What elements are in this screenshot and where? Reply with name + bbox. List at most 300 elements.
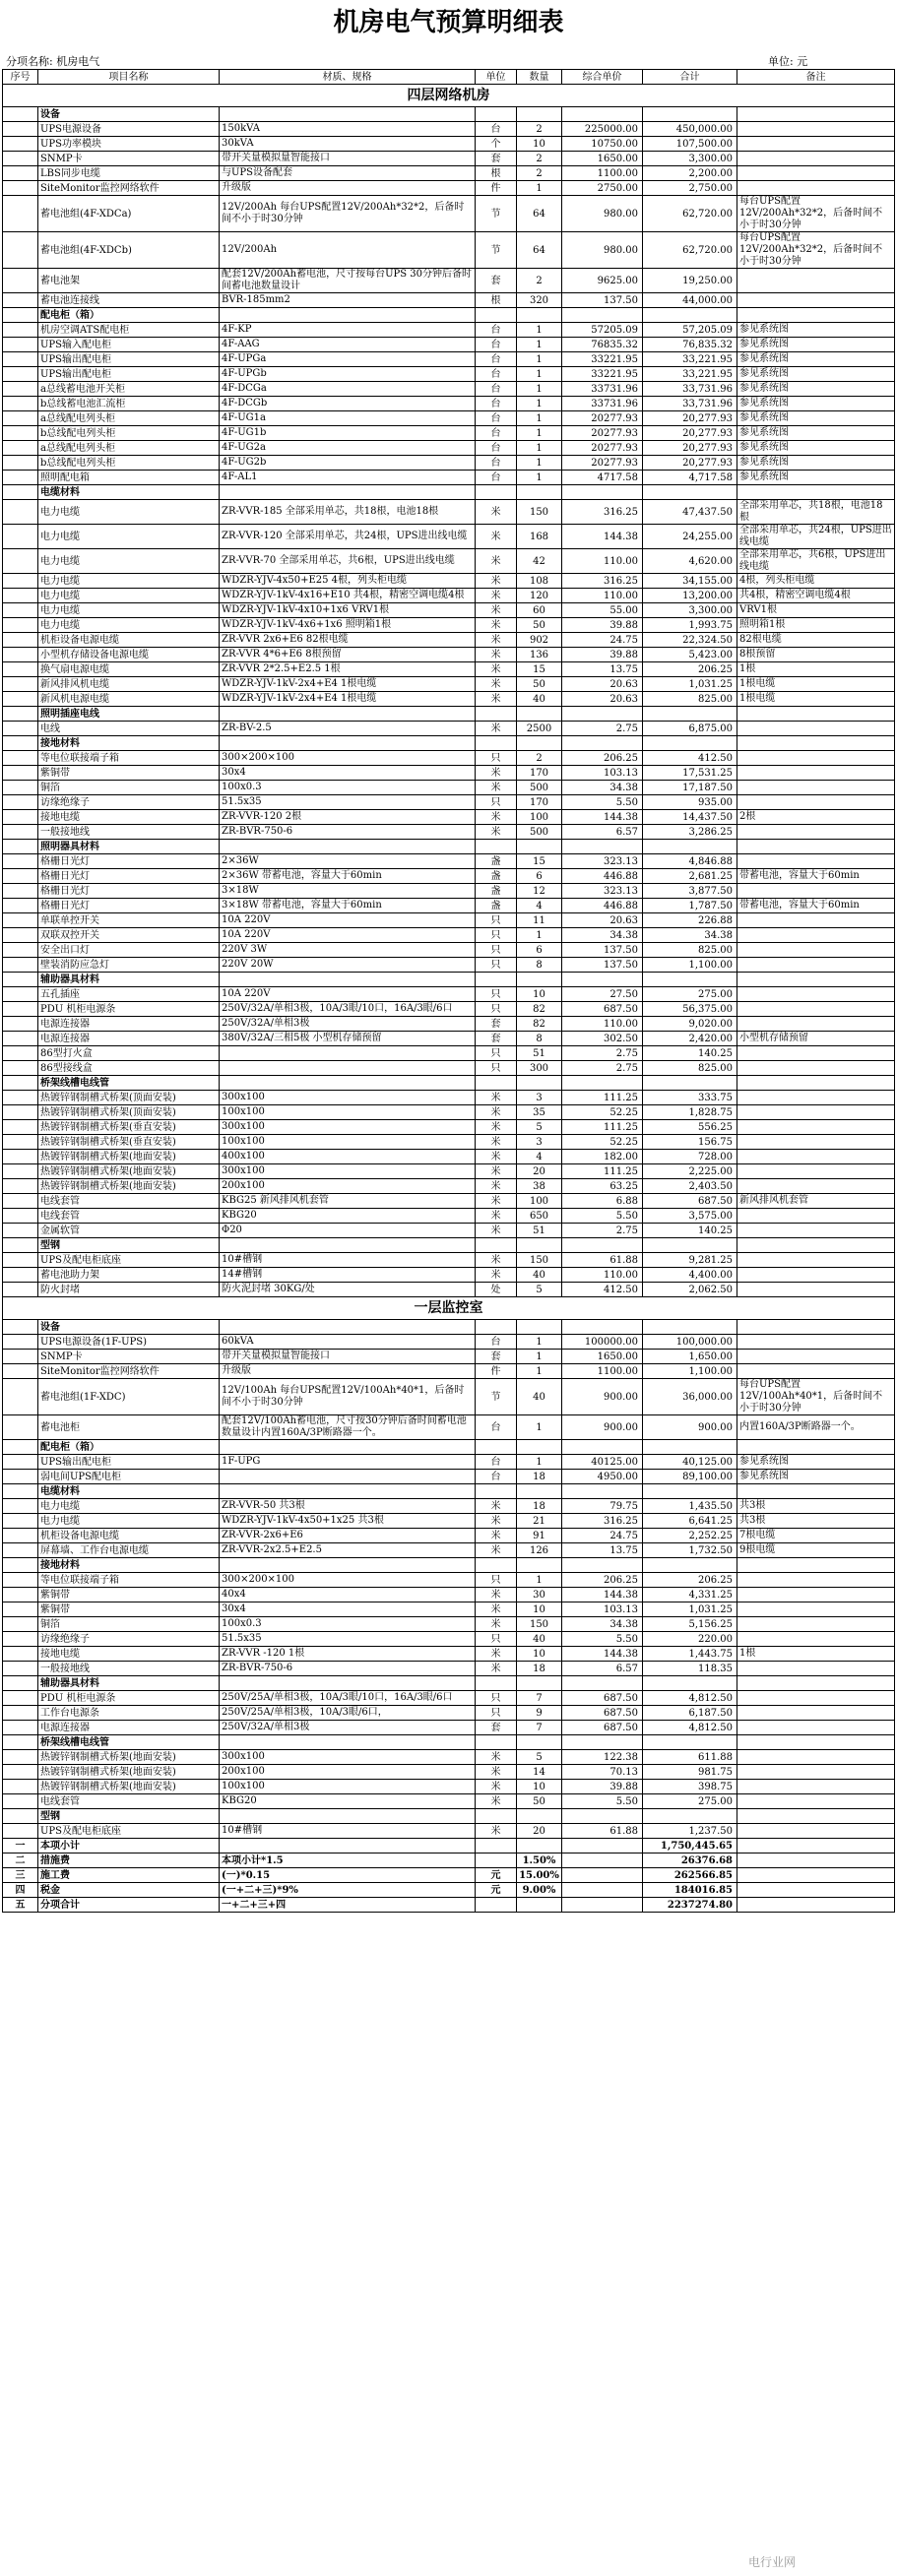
group-row [3,736,895,751]
amount: 1,031.25 [643,1602,737,1617]
spec: 2×36W 带蓄电池，容量大于60min [220,869,476,884]
spec: 4F-UG1b [220,426,476,441]
unit-price: 144.38 [562,1647,643,1662]
item-name: PDU 机柜电源条 [38,1691,220,1706]
seq-cell [3,1350,38,1364]
unit-price: 9625.00 [562,269,643,293]
unit-price: 20277.93 [562,411,643,426]
unit: 米 [476,1120,517,1135]
amount: 4,846.88 [643,854,737,869]
remark [737,1253,895,1268]
amount: 825.00 [643,943,737,958]
table-row [3,1662,895,1676]
item-name: 金属软管 [38,1224,220,1238]
spec: 带开关量模拟量智能接口 [220,152,476,166]
table-row [3,589,895,603]
unit-price: 20277.93 [562,426,643,441]
seq-cell [3,1379,38,1415]
unit-price: 980.00 [562,232,643,269]
unit: 只 [476,913,517,928]
unit-price: 34.38 [562,928,643,943]
seq-cell [3,943,38,958]
budget-table [2,69,895,1913]
group-name: 电缆材料 [38,485,220,500]
table-row [3,1194,895,1209]
unit: 米 [476,648,517,662]
seq-cell [3,382,38,397]
seq-cell [3,1209,38,1224]
unit-price: 57205.09 [562,323,643,338]
item-name: 86型接线盒 [38,1061,220,1076]
seq-cell [3,1364,38,1379]
spec: Φ20 [220,1224,476,1238]
blank-cell [643,1809,737,1824]
amount: 57,205.09 [643,323,737,338]
unit: 只 [476,1061,517,1076]
blank-cell [737,1320,895,1335]
header-cell: 序号 [3,70,38,85]
table-meta [0,51,897,69]
remark [737,1150,895,1164]
table-row [3,500,895,525]
unit-price: 10750.00 [562,137,643,152]
table-row [3,795,895,810]
blank-cell [476,1735,517,1750]
unit: 只 [476,1706,517,1721]
item-name: 屏幕墙、工作台电源电缆 [38,1543,220,1558]
unit-price: 182.00 [562,1150,643,1164]
spec: ZR-VVR-120 2根 [220,810,476,825]
blank-cell [643,1558,737,1573]
unit-price: 5.50 [562,1632,643,1647]
unit: 件 [476,1364,517,1379]
qty: 7 [517,1691,562,1706]
seq-cell [3,411,38,426]
table-row [3,122,895,137]
item-name: UPS及配电柜底座 [38,1253,220,1268]
seq-cell [3,1440,38,1455]
remark [737,1824,895,1839]
table-row [3,1335,895,1350]
amount: 1,100.00 [643,958,737,973]
group-row [3,1076,895,1091]
unit: 米 [476,1091,517,1105]
blank-cell [643,1320,737,1335]
seq-cell [3,1415,38,1440]
table-row [3,1415,895,1440]
remark: 每台UPS配置12V/100Ah*40*1，后备时间不小于时30分钟 [737,1379,895,1415]
blank-cell [643,308,737,323]
unit-price: 687.50 [562,1691,643,1706]
blank-cell [643,840,737,854]
table-row [3,1179,895,1194]
blank-cell [220,1484,476,1499]
item-name: 热镀锌钢制槽式桥架(垂直安装) [38,1135,220,1150]
table-row [3,382,895,397]
amount: 34,155.00 [643,574,737,589]
blank-cell [737,107,895,122]
amount: 2,420.00 [643,1032,737,1046]
qty: 40 [517,1379,562,1415]
item-name: 电源连接器 [38,1721,220,1735]
group-name: 照明器具材料 [38,840,220,854]
item-name: 热镀锌钢制槽式桥架(垂直安装) [38,1120,220,1135]
qty: 18 [517,1470,562,1484]
unit: 台 [476,1335,517,1350]
table-row [3,943,895,958]
remark [737,1002,895,1017]
unit-price: 6.57 [562,1662,643,1676]
unit: 台 [476,1415,517,1440]
spec: 30kVA [220,137,476,152]
qty: 50 [517,618,562,633]
spec: 220V 3W [220,943,476,958]
table-row [3,1588,895,1602]
blank-cell [476,1484,517,1499]
qty: 1 [517,471,562,485]
seq-cell [3,232,38,269]
group-name: 辅助器具材料 [38,1676,220,1691]
seq-cell [3,500,38,525]
seq-cell [3,525,38,549]
seq-cell [3,166,38,181]
spec: (一+二+三)*9% [220,1883,476,1898]
spec: 300x100 [220,1091,476,1105]
spec: 12V/200Ah [220,232,476,269]
group-row [3,1558,895,1573]
seq-cell [3,840,38,854]
seq-cell [3,1002,38,1017]
unit: 台 [476,397,517,411]
remark [737,958,895,973]
remark: 8根预留 [737,648,895,662]
qty: 10 [517,137,562,152]
unit-price: 1100.00 [562,166,643,181]
table-row [3,1750,895,1765]
unit-price: 76835.32 [562,338,643,352]
blank-cell [643,1676,737,1691]
spec: ZR-BV-2.5 [220,722,476,736]
seq-cell [3,441,38,456]
item-name: SNMP卡 [38,1350,220,1364]
table-row [3,1017,895,1032]
item-name: LBS同步电缆 [38,166,220,181]
seq-cell [3,603,38,618]
remark [737,1105,895,1120]
unit-price: 103.13 [562,1602,643,1617]
item-name: UPS功率模块 [38,137,220,152]
remark: 每台UPS配置12V/200Ah*32*2，后备时间不小于时30分钟 [737,196,895,232]
seq-cell [3,987,38,1002]
item-name: 格栅日光灯 [38,854,220,869]
amount: 19,250.00 [643,269,737,293]
item-name: 双联双控开关 [38,928,220,943]
qty: 64 [517,196,562,232]
group-row [3,308,895,323]
item-name: 税金 [38,1883,220,1898]
blank-cell [476,1320,517,1335]
item-name: b总线配电列头柜 [38,456,220,471]
qty: 64 [517,232,562,269]
remark: 82根电缆 [737,633,895,648]
spec: 300×200×100 [220,751,476,766]
seq-cell [3,1238,38,1253]
amount: 118.35 [643,1662,737,1676]
item-name: 紫铜带 [38,1602,220,1617]
amount: 275.00 [643,1794,737,1809]
unit-price: 39.88 [562,1780,643,1794]
table-row [3,1253,895,1268]
blank-cell [517,736,562,751]
seq-cell [3,707,38,722]
amount: 687.50 [643,1194,737,1209]
blank-cell [737,736,895,751]
qty: 5 [517,1750,562,1765]
unit-price: 34.38 [562,781,643,795]
blank-cell [476,485,517,500]
unit-price: 980.00 [562,196,643,232]
amount: 17,531.25 [643,766,737,781]
blank-cell [220,707,476,722]
amount: 262566.85 [643,1868,737,1883]
total-row [3,1839,895,1853]
qty: 1 [517,456,562,471]
unit-price: 110.00 [562,1017,643,1032]
remark: 参见系统图 [737,441,895,456]
item-name: 一般接地线 [38,825,220,840]
seq-cell [3,1224,38,1238]
remark [737,1868,895,1883]
unit-price: 316.25 [562,574,643,589]
seq-cell [3,323,38,338]
blank-cell [220,107,476,122]
amount: 1,650.00 [643,1350,737,1364]
unit: 盏 [476,899,517,913]
seq-cell: 五 [3,1898,38,1913]
currency-unit: 单位: 元 [768,55,808,68]
header-cell: 数量 [517,70,562,85]
qty: 1 [517,426,562,441]
blank-cell [476,308,517,323]
unit: 米 [476,677,517,692]
amount: 981.75 [643,1765,737,1780]
remark [737,1335,895,1350]
amount: 275.00 [643,987,737,1002]
spec: 100x0.3 [220,781,476,795]
item-name: PDU 机柜电源条 [38,1002,220,1017]
item-name: 蓄电池组(4F-XDCa) [38,196,220,232]
blank-cell [517,1238,562,1253]
table-row [3,751,895,766]
table-row [3,1721,895,1735]
blank-cell [737,1809,895,1824]
unit: 节 [476,196,517,232]
group-row [3,485,895,500]
group-row [3,1440,895,1455]
amount: 1,435.50 [643,1499,737,1514]
spec: 30x4 [220,1602,476,1617]
qty: 2 [517,152,562,166]
spec: 10#槽钢 [220,1824,476,1839]
blank-cell [517,485,562,500]
spec: 10A 220V [220,987,476,1002]
blank-cell [737,973,895,987]
spec: ZR-VVR-2x2.5+E2.5 [220,1543,476,1558]
group-row [3,1809,895,1824]
unit: 米 [476,825,517,840]
seq-cell [3,1017,38,1032]
table-row [3,1765,895,1780]
group-name: 照明插座电线 [38,707,220,722]
blank-cell [737,1076,895,1091]
spec: ZR-VVR-120 全部采用单芯，共24根，UPS进出线电缆 [220,525,476,549]
remark [737,1588,895,1602]
blank-cell [643,736,737,751]
unit: 套 [476,152,517,166]
unit-price: 70.13 [562,1765,643,1780]
blank-cell [517,1484,562,1499]
blank-cell [562,707,643,722]
amount: 4,331.25 [643,1588,737,1602]
group-name: 接地材料 [38,1558,220,1573]
unit: 只 [476,751,517,766]
unit-price: 137.50 [562,293,643,308]
unit: 米 [476,1588,517,1602]
unit: 米 [476,574,517,589]
qty: 2500 [517,722,562,736]
spec: 14#槽钢 [220,1268,476,1283]
qty: 1 [517,411,562,426]
spec: 3×18W 带蓄电池，容量大于60min [220,899,476,913]
remark [737,1839,895,1853]
seq-cell: 三 [3,1868,38,1883]
qty: 1 [517,1455,562,1470]
remark [737,1691,895,1706]
unit: 套 [476,1721,517,1735]
unit: 只 [476,1046,517,1061]
unit-price: 55.00 [562,603,643,618]
seq-cell [3,1283,38,1297]
qty: 51 [517,1046,562,1061]
remark [737,1364,895,1379]
amount: 4,400.00 [643,1268,737,1283]
amount: 3,300.00 [643,603,737,618]
unit-price: 100000.00 [562,1335,643,1350]
seq-cell [3,633,38,648]
table-row [3,1224,895,1238]
blank-cell [476,107,517,122]
seq-cell [3,884,38,899]
blank-cell [220,1735,476,1750]
qty: 8 [517,958,562,973]
unit-price: 1650.00 [562,1350,643,1364]
qty: 15 [517,662,562,677]
blank-cell [643,1440,737,1455]
spec: WDZR-YJV-1kV-4x50+1x25 共3根 [220,1514,476,1529]
unit-price: 900.00 [562,1415,643,1440]
item-name: 照明配电箱 [38,471,220,485]
unit: 米 [476,1268,517,1283]
unit-price: 137.50 [562,958,643,973]
unit-price: 412.50 [562,1283,643,1297]
seq-cell [3,677,38,692]
remark [737,1179,895,1194]
unit-price: 61.88 [562,1253,643,1268]
seq-cell [3,1794,38,1809]
table-row [3,1514,895,1529]
spec: 250V/32A/单相3极 [220,1721,476,1735]
unit: 米 [476,525,517,549]
amount: 1,828.75 [643,1105,737,1120]
blank-cell [562,1440,643,1455]
item-name: 86型打火盒 [38,1046,220,1061]
table-row [3,1470,895,1484]
header-cell: 项目名称 [38,70,220,85]
item-name: 格栅日光灯 [38,884,220,899]
unit-price: 110.00 [562,589,643,603]
table-row [3,677,895,692]
header-cell: 单位 [476,70,517,85]
amount: 156.75 [643,1135,737,1150]
group-name: 配电柜（箱） [38,308,220,323]
blank-cell [737,308,895,323]
table-row [3,456,895,471]
unit-price: 111.25 [562,1164,643,1179]
remark [737,137,895,152]
remark [737,825,895,840]
blank-cell [220,1676,476,1691]
unit: 只 [476,795,517,810]
spec: ZR-VVR 2x6+E6 82根电缆 [220,633,476,648]
group-name: 桥架线槽电线管 [38,1735,220,1750]
remark [737,884,895,899]
item-name: 分项合计 [38,1898,220,1913]
unit: 米 [476,1602,517,1617]
seq-cell [3,549,38,574]
blank-cell [562,1320,643,1335]
unit-price: 144.38 [562,1588,643,1602]
amount: 1,732.50 [643,1543,737,1558]
remark [737,269,895,293]
amount: 2237274.80 [643,1898,737,1913]
unit: 米 [476,589,517,603]
qty: 18 [517,1499,562,1514]
blank-cell [562,1809,643,1824]
blank-cell [476,707,517,722]
spec: ZR-VVR-50 共3根 [220,1499,476,1514]
blank-cell [476,1558,517,1573]
spec: ZR-VVR -120 1根 [220,1647,476,1662]
unit-price: 33221.95 [562,367,643,382]
unit: 只 [476,987,517,1002]
spec: 配套12V/100Ah蓄电池，尺寸按30分钟后备时间蓄电池数量设计内置160A/3P断路器一个。 [220,1415,476,1440]
group-row [3,107,895,122]
remark: 参见系统图 [737,471,895,485]
remark [737,152,895,166]
remark [737,928,895,943]
qty: 1 [517,382,562,397]
qty [517,1839,562,1853]
unit-price: 40125.00 [562,1455,643,1470]
table-row [3,1691,895,1706]
qty: 1 [517,367,562,382]
item-name: 电线 [38,722,220,736]
item-name: 安全出口灯 [38,943,220,958]
remark [737,1750,895,1765]
unit: 台 [476,367,517,382]
amount: 100,000.00 [643,1335,737,1350]
seq-cell [3,1676,38,1691]
